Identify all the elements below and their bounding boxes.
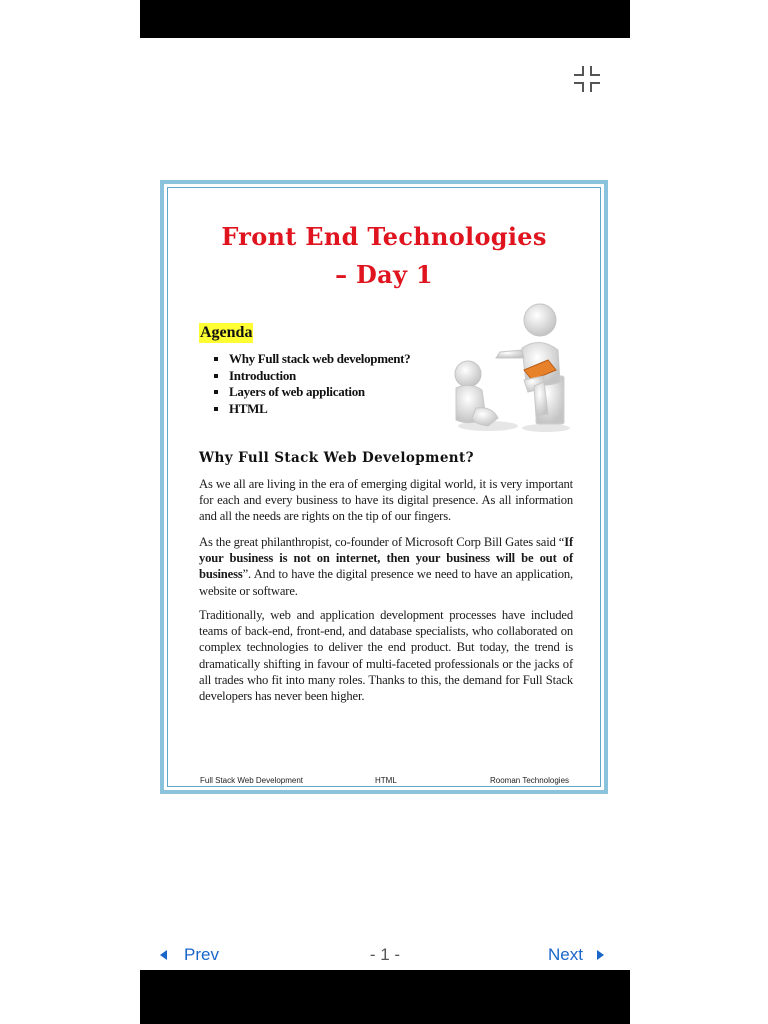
agenda-label: Agenda bbox=[200, 324, 253, 341]
title-line-1: Front End Technologies bbox=[221, 222, 547, 251]
bill-gates-quote: If your business is not on internet, then your business will be out of business bbox=[199, 535, 573, 582]
agenda-item: Layers of web application bbox=[212, 384, 410, 401]
paragraph-2-end: ”. And to have the digital presence we need to have an application, website or software. bbox=[199, 567, 573, 598]
paragraph-1: As we all are living in the era of emerging digital world, it is very important for each and every business to have its digital presence. As all information and all the needs are rights on the tip of our fingers. bbox=[199, 477, 573, 524]
bottom-black-bar bbox=[140, 970, 630, 1024]
paragraph-2 bbox=[199, 534, 573, 599]
title-line-2: – Day 1 bbox=[335, 260, 433, 289]
page-indicator: - 1 - bbox=[369, 945, 401, 964]
prev-button[interactable] bbox=[160, 944, 219, 966]
fullscreen-exit-icon[interactable] bbox=[572, 64, 602, 94]
section-heading: Why Full Stack Web Development? bbox=[199, 450, 474, 466]
agenda-list bbox=[212, 351, 410, 417]
paragraph-3: Traditionally, web and application development processes have included teams of back-end, front-end, and database specialists, who collaborated on complex technologies to deliver the end product. But today, the trend is dramatically shifting in favour of multi-faceted professionals or the jacks of all trades who fit into many roles. Thanks to this, the demand for Full Stack developers has never been higher. bbox=[199, 608, 573, 704]
paragraph-2-start: As the great philanthropist, co-founder of Microsoft Corp Bill Gates said “ bbox=[199, 535, 565, 549]
agenda-item: Introduction bbox=[212, 368, 410, 385]
next-label: Next bbox=[548, 945, 583, 964]
footer-left: Full Stack Web Development bbox=[200, 776, 304, 785]
agenda-item: HTML bbox=[212, 401, 410, 418]
caret-right-icon bbox=[597, 950, 604, 960]
teacher-student-illustration bbox=[448, 296, 573, 434]
caret-left-icon bbox=[160, 950, 167, 960]
prev-label: Prev bbox=[184, 945, 219, 964]
next-button[interactable] bbox=[548, 944, 604, 966]
top-black-bar bbox=[140, 0, 630, 38]
footer-right: Rooman Technologies bbox=[490, 776, 570, 785]
footer-center: HTML bbox=[375, 776, 397, 785]
document-title bbox=[170, 218, 598, 294]
agenda-item: Why Full stack web development? bbox=[212, 351, 410, 368]
